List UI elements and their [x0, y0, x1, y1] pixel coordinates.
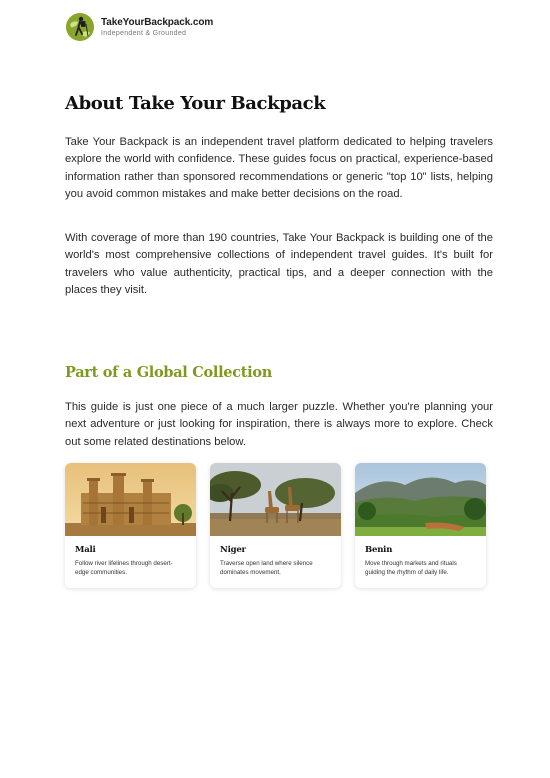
card-title: Niger [220, 545, 246, 555]
about-paragraph-1: Take Your Backpack is an independent travel platform dedicated to helping travelers explore the world with confidence. These guides focus on practical, experience-based information rather than sponsored recommendations or generic "top 10" lists, helping you avoid common mistakes and make better decisions on the road. [65, 136, 493, 200]
card-description: Move through markets and rituals guiding the rhythm of daily life. [365, 560, 457, 576]
about-title: About Take Your Backpack [65, 93, 326, 114]
card-title: Benin [365, 545, 393, 555]
about-paragraph-2: With coverage of more than 190 countries, Take Your Backpack is building one of the world's most comprehensive collections of independent travel guides. It's built for travelers who value authenticity, practical tips, and a deeper connection with the places they visit. [65, 232, 493, 296]
destination-card-mali[interactable] [65, 463, 196, 588]
site-header [65, 12, 213, 42]
card-description: Traverse open land where silence dominates movement. [220, 560, 313, 576]
collection-title: Part of a Global Collection [65, 364, 272, 381]
destination-card-benin[interactable] [355, 463, 486, 588]
collection-intro: This guide is just one piece of a much larger puzzle. Whether you're planning your next adventure or just looking for inspiration, there is always more to explore. Check out some related destinations below. [65, 401, 493, 448]
destination-card-niger[interactable] [210, 463, 341, 588]
card-description: Follow river lifelines through desert-edge communities. [75, 560, 173, 576]
giraffes-savanna-photo [210, 463, 341, 536]
green-hills-photo [355, 463, 486, 536]
card-title: Mali [75, 545, 96, 555]
brand-tagline: Independent & Grounded [101, 29, 187, 37]
hiker-globe-icon[interactable] [65, 12, 95, 42]
mud-mosque-photo [65, 463, 196, 536]
brand-name[interactable]: TakeYourBackpack.com [101, 16, 214, 28]
destination-cards [65, 463, 486, 588]
